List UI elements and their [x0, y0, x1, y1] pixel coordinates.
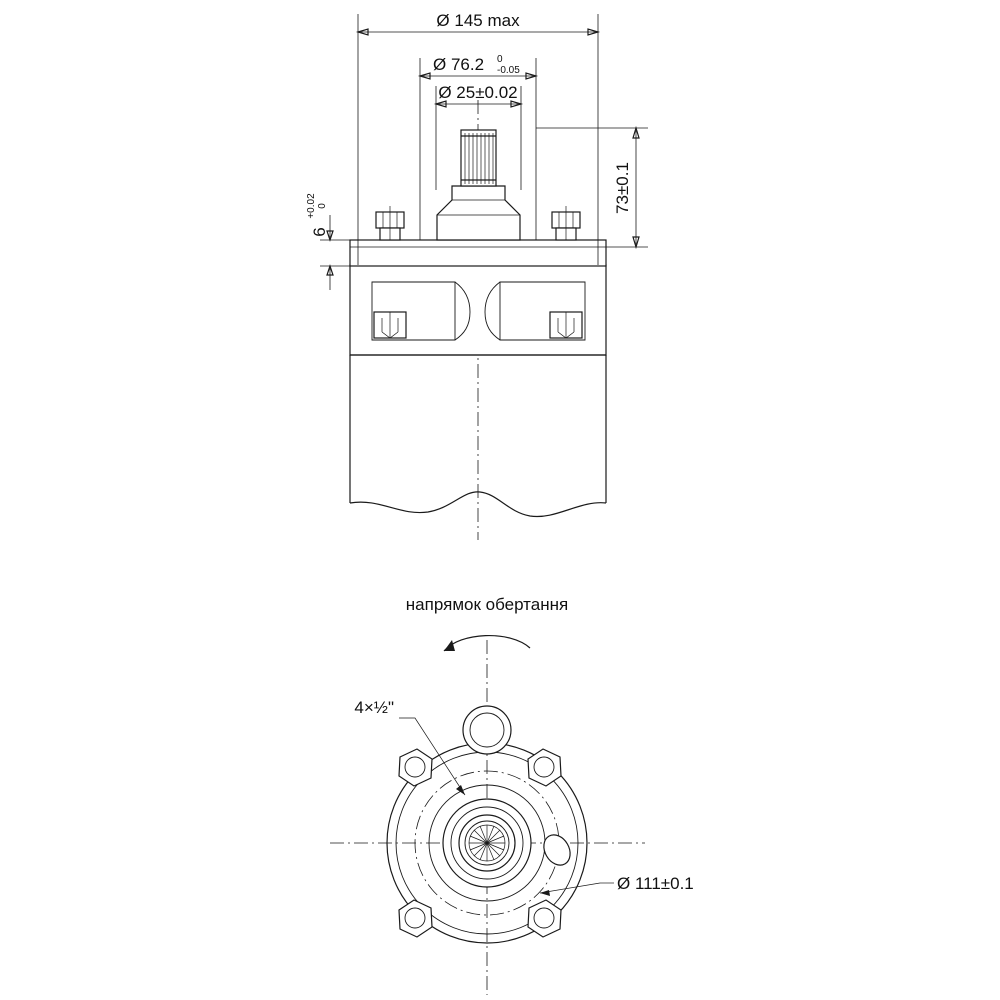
rotation-direction-label: напрямок обертання [405, 595, 569, 614]
dimension-step-thickness-upper-tol: +0.02 [306, 193, 317, 219]
dimension-shaft-diameter-label: Ø 25±0.02 [438, 83, 518, 102]
dimension-outer-diameter-label: Ø 145 max [436, 11, 520, 30]
flange-fitting-right [552, 206, 580, 240]
leader-bolt-circle-label: Ø 111±0.1 [617, 874, 694, 893]
port-fitting-left [374, 312, 406, 338]
top-boss [463, 706, 511, 754]
port-fitting-right [550, 312, 582, 338]
dimension-step-thickness [306, 193, 350, 290]
splined-bore [443, 799, 531, 887]
mounting-flange [350, 240, 606, 266]
spline-teeth [469, 825, 505, 861]
front-elevation-view [306, 11, 648, 540]
rotation-arrow-head [444, 640, 455, 651]
dimension-step-thickness-lower-tol: 0 [317, 203, 328, 209]
shaft-hub [437, 186, 520, 240]
port-boss-lower-left [399, 900, 432, 937]
flange-fitting-left [376, 206, 404, 240]
splined-shaft [461, 130, 496, 186]
end-face-view [330, 640, 694, 995]
dimension-flange-diameter-lower-tol: -0.05 [497, 65, 520, 76]
motor-body [350, 355, 606, 517]
port-boss-upper-left [399, 749, 432, 786]
leader-ports-label: 4×½" [354, 698, 394, 717]
dimension-step-thickness-label: 6 [310, 227, 329, 237]
manifold-block [350, 265, 606, 355]
dimension-height [536, 128, 648, 247]
dimension-flange-diameter-upper-tol: 0 [497, 54, 503, 65]
side-boss [539, 830, 576, 870]
dimension-flange-diameter-label: Ø 76.2 [433, 55, 485, 74]
dimension-height-label: 73±0.1 [613, 162, 632, 214]
